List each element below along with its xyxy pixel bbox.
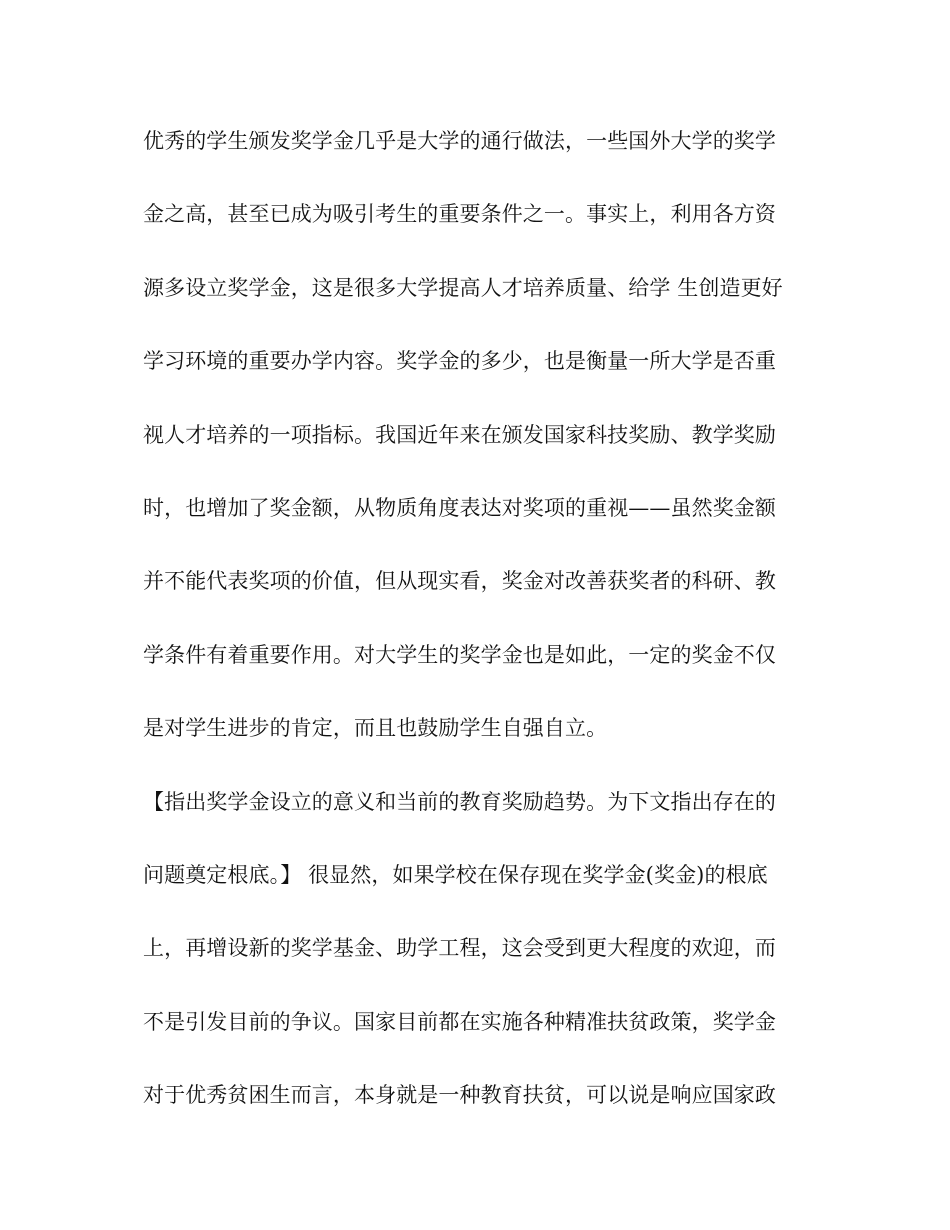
text-line: 源多设立奖学金，这是很多大学提高人才培养质量、给学 生创造更好 <box>143 275 783 300</box>
text-line: 并不能代表奖项的价值，但从现实看，奖金对改善获奖者的科研、教 <box>143 569 776 594</box>
text-line: 学条件有着重要作用。对大学生的奖学金也是如此，一定的奖金不仅 <box>143 642 776 667</box>
text-line: 优秀的学生颁发奖学金几乎是大学的通行做法，一些国外大学的奖学 <box>143 129 776 153</box>
text-line: 学习环境的重要办学内容。奖学金的多少，也是衡量一所大学是否重 <box>143 349 776 374</box>
text-line: 问题奠定根底。】 很显然，如果学校在保存现在奖学金(奖金)的根底 <box>143 862 768 887</box>
text-line: 不是引发目前的争议。国家目前都在实施各种精准扶贫政策，奖学金 <box>143 1009 776 1034</box>
text-line: 【指出奖学金设立的意义和当前的教育奖励趋势。为下文指出存在的 <box>143 789 776 814</box>
text-line: 视人才培养的一项指标。我国近年来在颁发国家科技奖励、教学奖励 <box>143 422 776 447</box>
text-line: 对于优秀贫困生而言，本身就是一种教育扶贫，可以说是响应国家政 <box>143 1083 776 1108</box>
text-line: 是对学生进步的肯定，而且也鼓励学生自强自立。 <box>143 716 608 741</box>
body-text <box>143 119 823 1146</box>
text-line: 金之高，甚至已成为吸引考生的重要条件之一。事实上，利用各方资 <box>143 202 776 227</box>
text-line: 上，再增设新的奖学基金、助学工程，这会受到更大程度的欢迎，而 <box>143 936 776 961</box>
text-line: 时，也增加了奖金额，从物质角度表达对奖项的重视——虽然奖金额 <box>143 495 776 520</box>
